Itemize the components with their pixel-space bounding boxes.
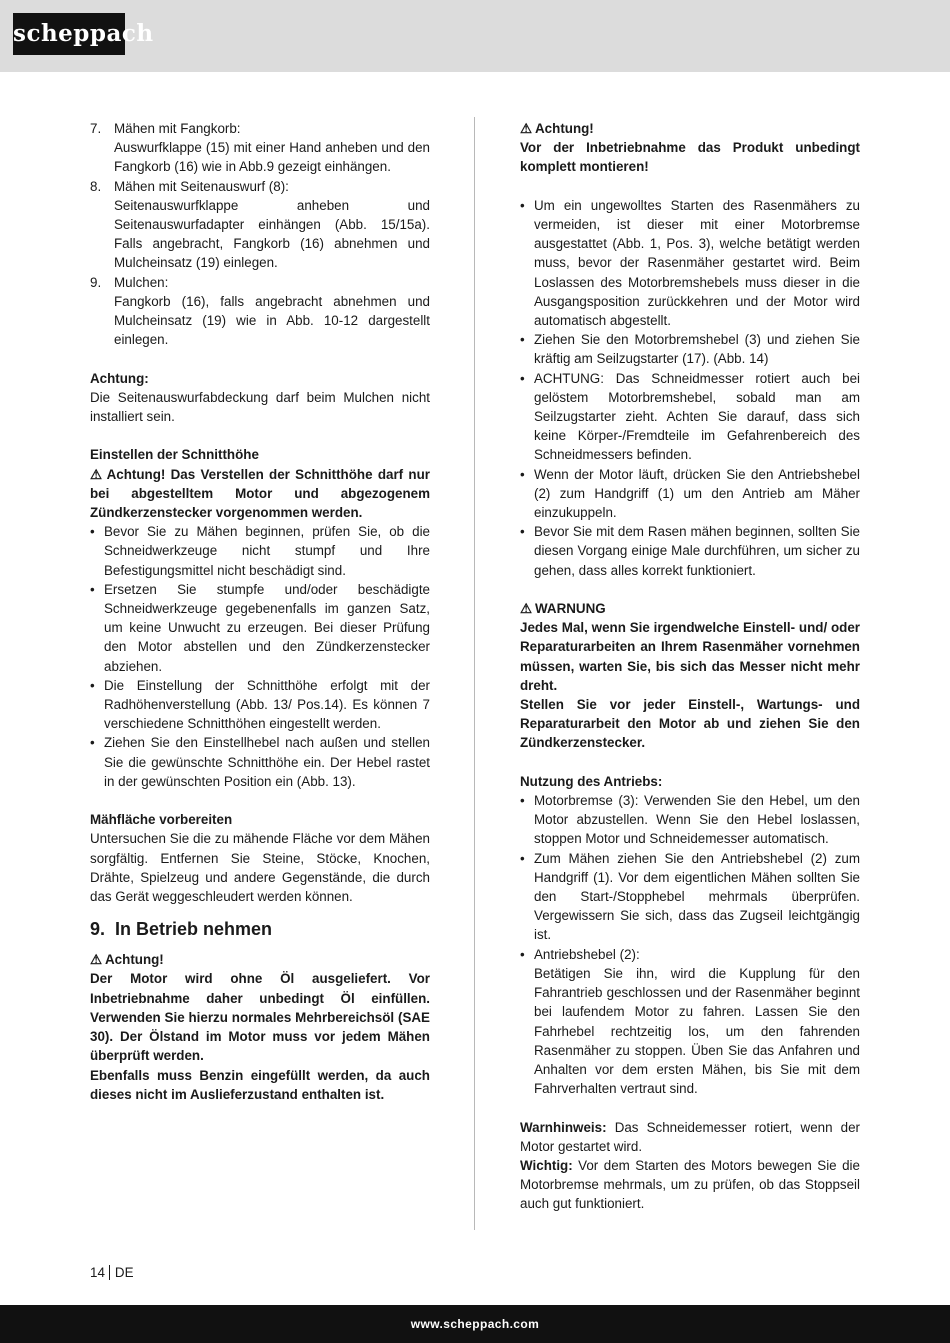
list-item: • Zum Mähen ziehen Sie den Antriebshebel (2) zum Handgriff (1). Vor dem eigentlichen Mähen sollten Sie den Start-/Stopphebel mehrmals überprüfen. Vergewissern Sie sich, dass das Zugseil leichtgängig ist. [520,849,860,945]
cut-height-warning [90,465,430,523]
mulch-note-heading: Achtung: [90,370,149,386]
drive-usage-list [520,791,860,1098]
drive-lever-text: Betätigen Sie ihn, wird die Kupplung für den Fahrantrieb geschlossen und der Rasenmäher beginnt bei laufendem Motor zu fahren. Lassen Sie den Fahrhebel rechtzeitig los, um den fahrenden Rasenmäher zu stoppen. Üben Sie das Anfahren und Anhalten vor dem ersten Mähen, bis Sie mit dem Fahrverhalten vertraut sind. [534,965,860,1097]
page-separator [109,1265,110,1280]
list-item: • Ziehen Sie den Einstellhebel nach außen und stellen Sie die gewünschte Schnitthöhe ein. Der Hebel rastet in der gewünschten Position ein (Abb. 13). [90,733,430,791]
website-url[interactable]: www.scheppach.com [410,1317,540,1331]
step-item [90,119,430,177]
list-item: • ACHTUNG: Das Schneidmesser rotiert auch bei gelöstem Motorbremshebel, sobald man am Seilzugstarter zieht. Achten Sie darauf, dass sich keine Körper-/Fremdteile im Gefahrenbereich des Schneidmessers befinden. [520,369,860,465]
left-column [90,119,430,1104]
maintenance-warning-text-2: Stellen Sie vor jeder Einstell-, Wartungs- und Reparaturarbeit den Motor ab und ziehen Sie den Zündkerzenstecker. [520,697,860,751]
warning-icon: ⚠ [520,121,533,136]
drive-usage-heading: Nutzung des Antriebs: [520,773,663,789]
step-title: Mähen mit Fangkorb: [114,121,241,136]
page-footer [90,1265,134,1280]
step-text: Fangkorb (16), falls angebracht abnehmen und Mulcheinsatz (19) wie in Abb. 10-12 dargestellt einlegen. [114,293,430,348]
assembly-warning-heading [520,119,860,138]
oil-warning-heading-text: Achtung! [105,952,164,968]
right-column [520,119,860,1214]
important-label: Wichtig: [520,1157,573,1173]
step-number: 7. [90,121,102,136]
list-item: • Um ein ungewolltes Starten des Rasenmähers zu vermeiden, ist dieser mit einer Motorbremse ausgestattet (Abb. 1, Pos. 3), welche betätigt werden muss, bevor der Rasenmäher gestartet wird. Beim Loslassen des Motorbremshebels muss dieser in die Ausgangsposition zurückkehren und der Motor wird automatisch abgestellt. [520,196,860,330]
assembly-warning-text: Vor der Inbetriebnahme das Produkt unbedingt komplett montieren! [520,140,860,175]
list-item: • Bevor Sie zu Mähen beginnen, prüfen Sie, ob die Schneidwerkzeuge nicht stumpf und Ihre Befestigungsmittel nicht beschädigt sind. [90,522,430,580]
important-note [520,1156,860,1214]
step-number: 8. [90,178,102,194]
step-item [90,177,430,273]
warning-icon: ⚠ [90,952,103,968]
mulch-note-text: Die Seitenauswurfabdeckung darf beim Mulchen nicht installiert sein. [90,389,430,425]
step-number: 9. [90,274,102,290]
footer-band [0,1305,950,1343]
step-text: Auswurfklappe (15) mit einer Hand anheben und den Fangkorb (16) wie in Abb.9 gezeigt einhängen. [114,140,430,175]
prepare-area-text: Untersuchen Sie die zu mähende Fläche vor dem Mähen sorgfältig. Entfernen Sie Steine, Stöcke, Knochen, Drähte, Spielzeug und andere Gegenstände, die durch das Gerät weggeschleudert werden können. [90,831,430,905]
cut-height-list [90,522,430,791]
cut-height-heading: Einstellen der Schnitthöhe [90,447,259,463]
section-title: In Betrieb nehmen [115,919,273,940]
list-item: • Die Einstellung der Schnitthöhe erfolgt mit der Radhöhenverstellung (Abb. 13/ Pos.14). Es können 7 verschiedene Schnitthöhen eingestellt werden. [90,676,430,734]
scheppach-logo: scheppach [13,13,125,55]
warning-hint-label: Warnhinweis: [520,1119,607,1135]
list-item: • Ziehen Sie den Motorbremshebel (3) und ziehen Sie kräftig am Seilzugstarter (17). (Abb. 14) [520,330,860,368]
warning-icon: ⚠ [90,466,104,482]
prepare-area-heading: Mähfläche vorbereiten [90,812,233,828]
oil-warning-text: Der Motor wird ohne Öl ausgeliefert. Vor Inbetriebnahme daher unbedingt Öl einfüllen. Verwenden Sie hierzu normales Mehrbereichsöl (SAE 30). Der Ölstand im Motor muss vor jedem Mähen überprüft werden. [90,971,430,1064]
list-item: • Ersetzen Sie stumpfe und/oder beschädigte Schneidwerkzeuge gegebenenfalls im ganzen Satz, um keine Unwucht zu erzeugen. Bei dieser Prüfung den Motor abstellen und den Zündkerzenstecker abziehen. [90,580,430,676]
list-item [520,945,860,1099]
section-heading [90,918,430,940]
mowing-steps-list [90,119,430,349]
page-number: 14 [90,1265,105,1280]
warning-hint-text: Das Schneidemesser rotiert, wenn der Motor gestartet wird. [520,1119,860,1154]
start-instructions-list [520,196,860,580]
step-text: Seitenauswurfklappe anheben und Seitenauswurfadapter einhängen (Abb. 15/15a). Falls angebracht, Fangkorb (16) abnehmen und Mulcheinsatz (19) einlegen. [114,197,430,271]
warning-hint [520,1118,860,1156]
language-code: DE [114,1265,134,1280]
step-title: Mulchen: [114,274,169,290]
important-text: Vor dem Starten des Motors bewegen Sie die Motorbremse mehrmals, um zu prüfen, ob das Stoppseil auch gut funktioniert. [520,1157,860,1212]
warning-icon: ⚠ [520,601,533,617]
maintenance-warning-text: Jedes Mal, wenn Sie irgendwelche Einstell- und/ oder Reparaturarbeiten an Ihrem Rasenmäher vornehmen müssen, warten Sie, bis sich das Messer nicht mehr dreht. [520,620,860,693]
list-item: • Motorbremse (3): Verwenden Sie den Hebel, um den Motor abzustellen. Wenn Sie den Hebel loslassen, stoppen Motor und Schneidemesser automatisch. [520,791,860,849]
maintenance-warning-heading [520,599,860,618]
section-number: 9. [90,919,106,940]
drive-lever-title: • Antriebshebel (2): [534,946,640,962]
list-item: • Wenn der Motor läuft, drücken Sie den Antriebshebel (2) zum Handgriff (1) um den Antrieb am Mäher einzukuppeln. [520,465,860,523]
assembly-warning-heading-text: Achtung! [535,121,594,136]
step-title: Mähen mit Seitenauswurf (8): [114,178,289,194]
header-band [0,0,950,72]
list-item: • Bevor Sie mit dem Rasen mähen beginnen, sollten Sie diesen Vorgang einige Male durchführen, um sicher zu gehen, dass alles korrekt funktioniert. [520,522,860,580]
oil-warning-heading [90,950,430,969]
column-divider [474,117,475,1230]
step-item [90,273,430,350]
cut-height-warning-text: Achtung! Das Verstellen der Schnitthöhe darf nur bei abgestelltem Motor und abgezogenem Zündkerzenstecker vorgenommen werden. [90,466,430,521]
maintenance-warning-heading-text: WARNUNG [535,601,606,617]
fuel-warning-text: Ebenfalls muss Benzin eingefüllt werden, da auch dieses nicht im Auslieferzustand enthalten ist. [90,1067,430,1102]
